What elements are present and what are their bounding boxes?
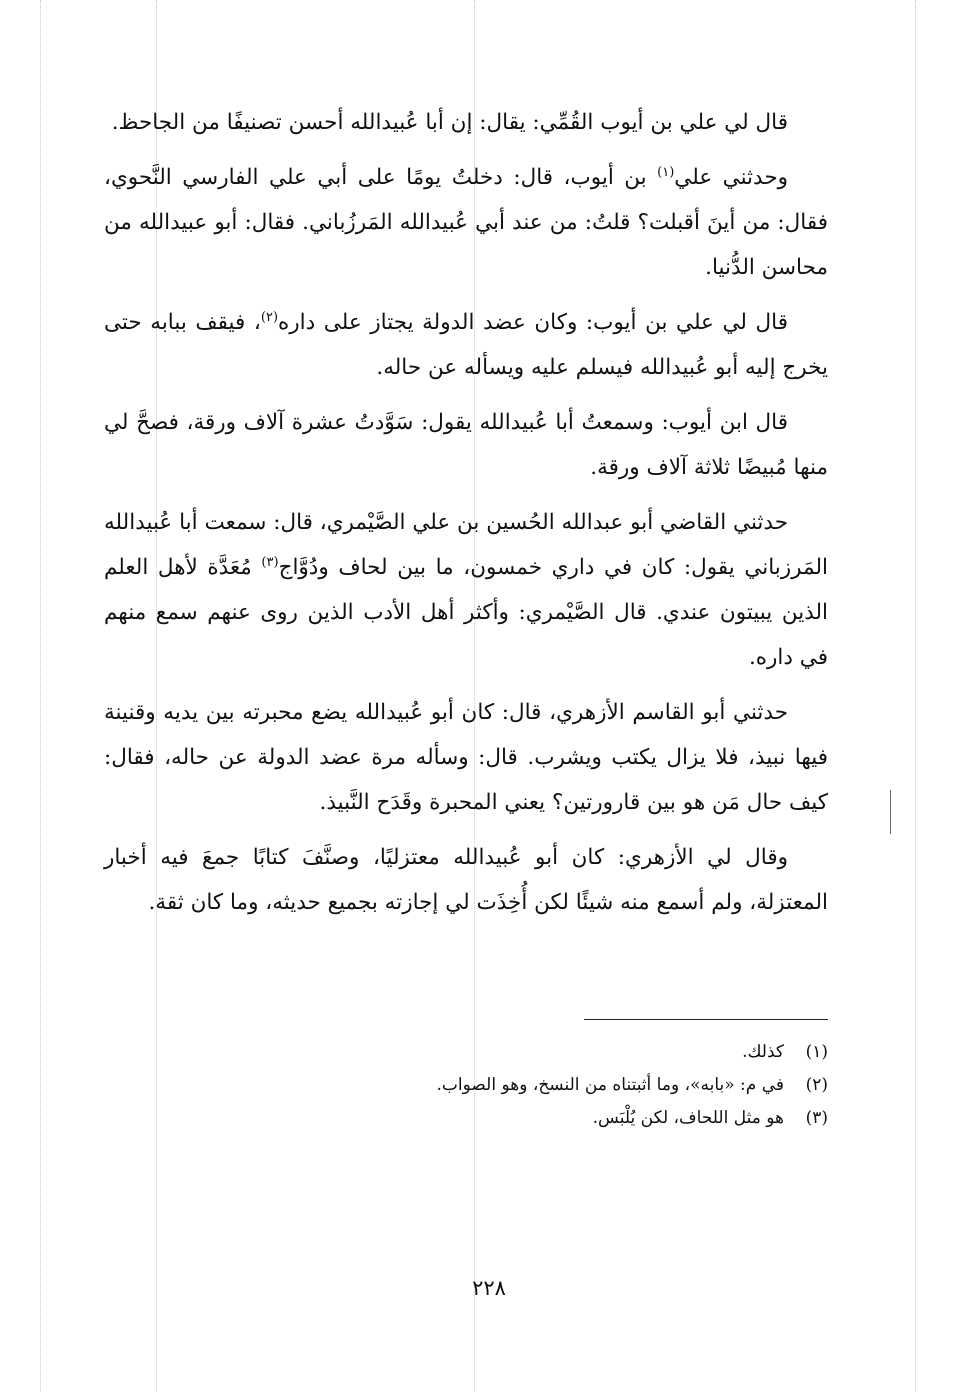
paragraph-text: بن أيوب، قال: دخلتُ يومًا على أبي علي الفارسي النَّحوي، فقال: من أينَ أقبلت؟ قلتُ: من عند أبي عُبيدالله المَرزُباني. فقال: أبو عبيدالله من محاسن الدُّنيا. [104, 165, 828, 280]
footnote [104, 1069, 828, 1102]
footnote-number: (٢) [805, 1075, 828, 1095]
paragraph-text: قال لي علي بن أيوب القُمِّي: يقال: إن أبا عُبيدالله أحسن تصنيفًا من الجاحظ. [111, 110, 788, 135]
footnotes [104, 1036, 828, 1135]
footnote [104, 1036, 828, 1069]
footnote-text: في م: «بابه»، وما أثبتناه من النسخ، وهو الصواب. [436, 1075, 784, 1095]
paragraph [104, 155, 828, 290]
paragraph-text: حدثني القاضي أبو عبدالله الحُسين بن علي الصَّيْمري، قال: سمعت أبا عُبيدالله المَرزباني يقول: كان في داري خمسون، ما بين لحاف ودُوَّاج [104, 510, 828, 580]
footnote-marker: (٣) [261, 554, 279, 570]
footnote-text: كذلك. [742, 1042, 784, 1062]
footnote-text: هو مثل اللحاف، لكن يُلْبَس. [592, 1108, 784, 1128]
paragraph [104, 100, 828, 145]
footnote-separator [584, 1019, 828, 1020]
paragraph-text: ، فيقف ببابه حتى يخرج إليه أبو عُبيدالله فيسلم عليه ويسأله عن حاله. [104, 310, 828, 380]
paragraph-text: وحدثني علي [674, 165, 788, 190]
paragraph [104, 500, 828, 680]
footnote [104, 1102, 828, 1135]
scan-artifact-line [915, 0, 916, 1392]
footnote-marker: (١) [657, 164, 675, 180]
scan-artifact-line [40, 0, 41, 1392]
main-text [104, 100, 828, 935]
paragraph-text: قال لي علي بن أيوب: وكان عضد الدولة يجتاز على داره [278, 310, 789, 335]
paragraph-text: حدثني أبو القاسم الأزهري، قال: كان أبو عُبيدالله يضع محبرته بين يديه وقنينة فيها نبيذ، فلا يزال يكتب ويشرب. قال: وسأله مرة عضد الدولة عن حاله، فقال: كيف حال مَن هو بين قارورتين؟ يعني المحبرة وقَدَح النَّبيذ. [104, 700, 828, 815]
paragraph-text: مُعَدَّة لأهل العلم الذين يبيتون عندي. قال الصَّيْمري: وأكثر أهل الأدب الذين روى عنهم سمع منهم في داره. [104, 555, 828, 670]
footnote-number: (١) [805, 1042, 828, 1062]
paragraph-text: قال ابن أيوب: وسمعتُ أبا عُبيدالله يقول: سَوَّدتُ عشرة آلاف ورقة، فصحَّ لي منها مُبيضًا ثلاثة آلاف ورقة. [104, 410, 828, 480]
footnote-number: (٣) [805, 1108, 828, 1128]
scan-artifact-mark [890, 790, 891, 834]
footnote-marker: (٢) [260, 309, 279, 325]
paragraph [104, 835, 828, 925]
paragraph [104, 300, 828, 390]
page-number: ٢٢٨ [472, 1276, 506, 1300]
paragraph [104, 400, 828, 490]
paragraph-text: وقال لي الأزهري: كان أبو عُبيدالله معتزليًا، وصنَّفَ كتابًا جمعَ فيه أخبار المعتزلة، ولم أسمع منه شيئًا لكن أُخِذَت لي إجازته بجميع حديثه، وما كان ثقة. [104, 845, 828, 915]
paragraph [104, 690, 828, 825]
